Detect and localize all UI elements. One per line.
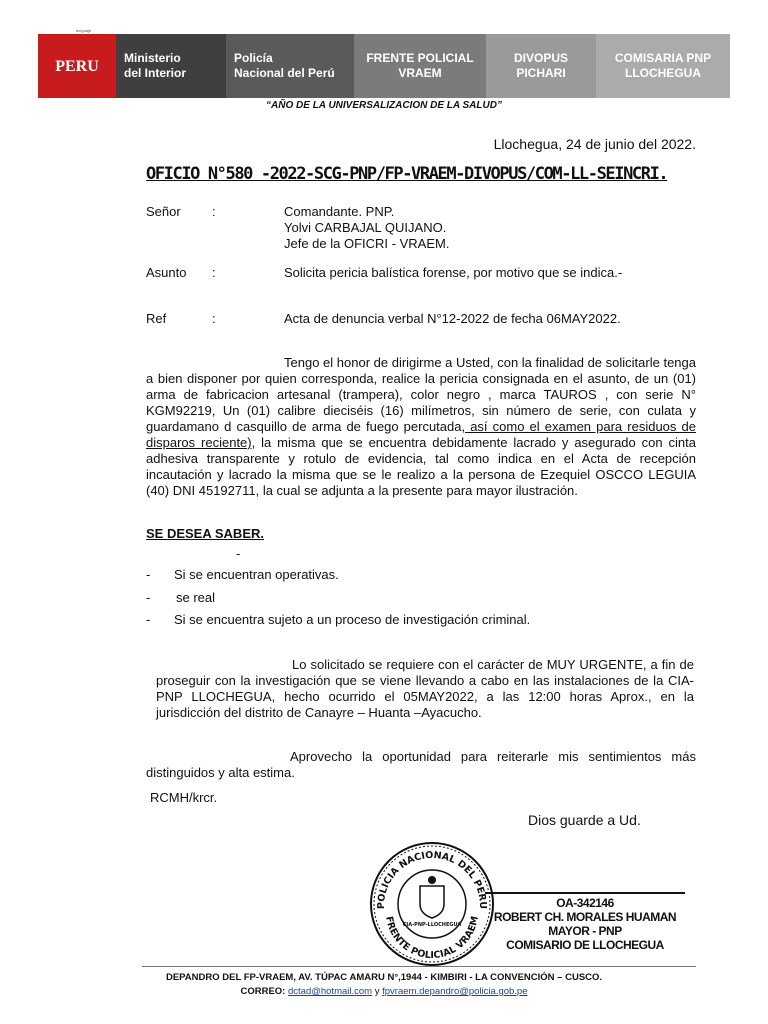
- comisaria-line-1: COMISARIA PNP: [614, 51, 712, 65]
- footer-and: y: [374, 986, 380, 997]
- body1-part-1: Tengo el honor de dirigirme a Usted, con la finalidad de solicitarle tenga a bien disponer por quien corresponda, realice la pericia consignada en el asunto, de un (01) arma de fabricacion artesanal (trampera), color negro , marca TAUROS , con serie N° KGM92219, Un (01) calibre dieciséis (16) milímetros, sin número de serie, con culata y guardamano d casquillo de arma de fuego percutada: [146, 355, 696, 434]
- footer-contact: [0, 986, 768, 997]
- signature-block: [476, 892, 694, 952]
- seal-top-text: POLICIA NACIONAL DEL PERU: [375, 849, 489, 910]
- ref-colon: :: [212, 311, 216, 326]
- signature-name: ROBERT CH. MORALES HUAMAN: [493, 910, 677, 924]
- ministerio-line-2: del Interior: [124, 66, 187, 80]
- stray-dash: -: [236, 546, 241, 561]
- footer-correo-label: CORREO:: [240, 986, 286, 997]
- signature-rank: MAYOR - PNP: [548, 924, 622, 938]
- body-paragraph-1: [146, 355, 696, 499]
- ministerio-line-1: Ministerio: [124, 51, 181, 65]
- footer-divider: [142, 966, 696, 967]
- comisaria-line-2: LLOCHEGUA: [624, 66, 701, 80]
- peru-label: PERU: [55, 57, 99, 75]
- initials: RCMH/krcr.: [150, 790, 218, 805]
- policia-line-1: Policía: [234, 51, 273, 65]
- frente-block: [354, 34, 486, 98]
- email-link-1[interactable]: dctad@hotmail.com: [287, 986, 373, 997]
- seal-emblem-icon: [428, 876, 436, 884]
- frente-line-1: FRENTE POLICIAL: [366, 51, 474, 65]
- seal-outer-ring: [371, 843, 493, 965]
- signature-title: COMISARIO DE LLOCHEGUA: [506, 938, 664, 952]
- question-dash-2: -: [146, 590, 151, 605]
- seal-dotted-ring: [374, 846, 490, 962]
- closing-line: Dios guarde a Ud.: [528, 812, 641, 828]
- recipient-line-3: Jefe de la OFICRI - VRAEM.: [284, 236, 450, 251]
- header-tiny-text: lenguaje: [76, 28, 92, 33]
- asunto-colon: :: [212, 265, 216, 280]
- oficio-number: OFICIO N°580 -2022-SCG-PNP/FP-VRAEM-DIVOPUS/COM-LL-SEINCRI.: [146, 164, 668, 184]
- policia-block: [226, 34, 354, 98]
- body1-part-2: , la misma que se encuentra debidamente lacrado y asegurado con cinta adhesiva transparente y rotulo de evidencia, tal como indica en el Acta de recepción incautación y lacrado la misma que se le realizo a la persona de Ezequiel OSCCO LEGUIA (40) DNI 45192711, la cual se adjunta a la presente para mayor ilustración.: [146, 435, 696, 498]
- body1-underlined: , así como el examen para residuos de disparos reciente): [146, 419, 696, 450]
- asunto-value: Solicita pericia balística forense, por motivo que se indica.-: [284, 265, 623, 280]
- divopus-line-1: DIVOPUS: [513, 51, 568, 65]
- question-3: Si se encuentra sujeto a un proceso de investigación criminal.: [174, 612, 531, 627]
- question-2: se real: [176, 590, 216, 605]
- body-paragraph-2: Lo solicitado se requiere con el carácter de MUY URGENTE, a fin de proseguir con la investigación que se viene llevando a cabo en las instalaciones de la CIA-PNP LLOCHEGUA, hecho ocurrido el 05MAY2022, a las 12:00 horas Aprox., en la jurisdicción del distrito de Canayre – Huanta –Ayacucho.: [156, 657, 694, 720]
- signature-code: OA-342146: [556, 896, 614, 910]
- comisaria-block: [596, 34, 730, 98]
- ref-label: Ref: [146, 311, 167, 326]
- signature-line: [485, 892, 685, 894]
- body-paragraph-3: Aprovecho la oportunidad para reiterarle mis sentimientos más distinguidos y alta estima.: [146, 749, 696, 780]
- header-banner: [38, 34, 730, 98]
- recipient-line-2: Yolvi CARBAJAL QUIJANO.: [284, 220, 447, 235]
- seal-shield-icon: [420, 886, 444, 918]
- recipient-line-1: Comandante. PNP.: [284, 204, 395, 219]
- ministerio-block: [116, 34, 226, 98]
- year-motto: “AÑO DE LA UNIVERSALIZACION DE LA SALUD”: [266, 100, 502, 111]
- divopus-line-2: PICHARI: [516, 66, 566, 80]
- footer-address: DEPANDRO DEL FP-VRAEM, AV. TÚPAC AMARU N°,1944 - KIMBIRI - LA CONVENCIÓN – CUSCO.: [165, 972, 603, 983]
- ref-value: Acta de denuncia verbal N°12-2022 de fecha 06MAY2022.: [284, 311, 621, 326]
- seal-center-text: CIA-PNP-LLOCHEGUA: [402, 922, 462, 928]
- frente-line-2: VRAEM: [398, 66, 442, 80]
- senor-colon: :: [212, 204, 216, 219]
- email-link-2[interactable]: fpvraem.depandro@policia.gob.pe: [382, 986, 528, 997]
- question-dash-3: -: [146, 612, 151, 627]
- peru-block: [38, 34, 116, 98]
- asunto-label: Asunto: [146, 265, 187, 280]
- document-date: Llochegua, 24 de junio del 2022.: [493, 136, 696, 152]
- seal-bottom-text: FRENTE POLICIAL VRAEM: [383, 915, 481, 962]
- divopus-block: [486, 34, 596, 98]
- senor-label: Señor: [146, 204, 181, 219]
- desea-saber-heading: SE DESEA SABER.: [146, 526, 264, 541]
- question-dash-1: -: [146, 567, 151, 582]
- senor-recipient: [284, 204, 449, 252]
- question-1: Si se encuentran operativas.: [174, 567, 339, 582]
- policia-line-2: Nacional del Perú: [234, 66, 335, 80]
